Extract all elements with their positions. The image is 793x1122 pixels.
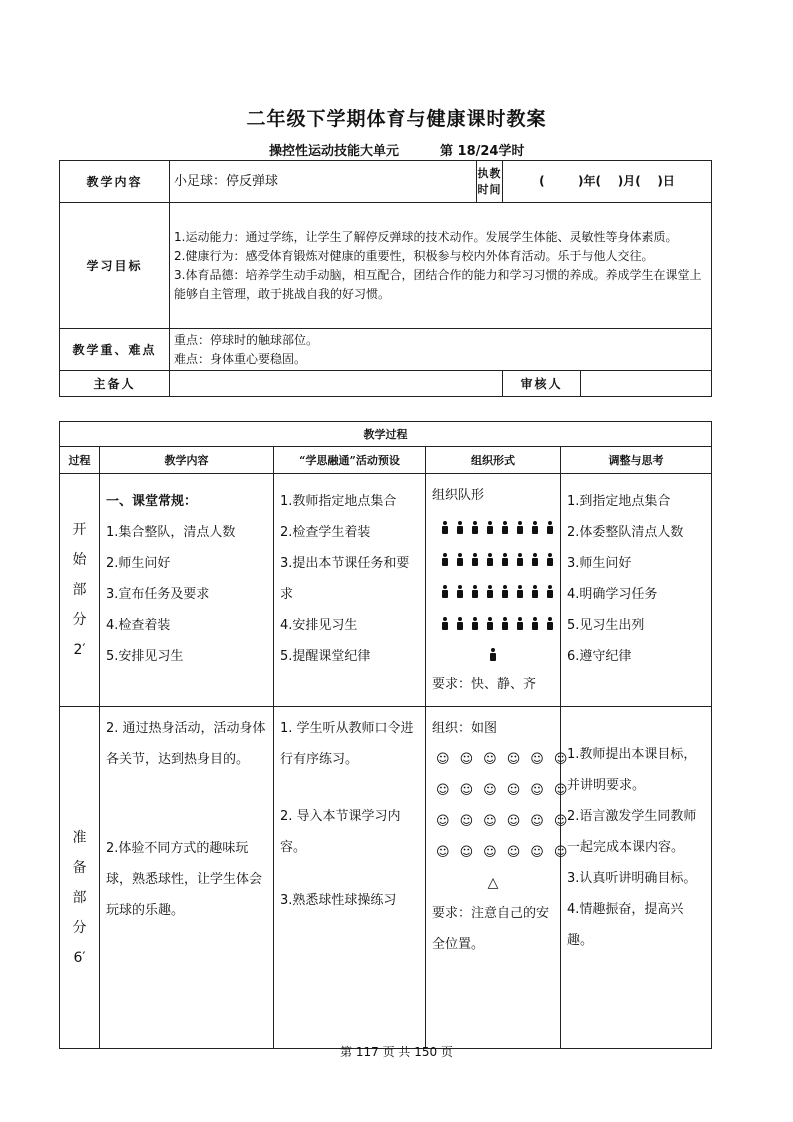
student-icon — [502, 617, 508, 630]
student-row — [432, 511, 554, 543]
list-item: 3.熟悉球性球操练习 — [280, 893, 397, 908]
org-label: 组织队形 — [432, 488, 485, 503]
student-icon: ☺ — [530, 752, 544, 767]
list-item: 2.检查学生着装 — [280, 525, 371, 540]
student-icon — [487, 585, 493, 598]
org-label: 组织：如图 — [432, 721, 498, 736]
list-item: 1.到指定地点集合 — [567, 494, 671, 509]
teacher-triangle-icon: △ — [487, 875, 499, 891]
student-row — [432, 744, 568, 775]
page-footer: 第 117 页 共 150 页 — [340, 1045, 453, 1059]
preparer-label: 主备人 — [60, 371, 170, 397]
student-icon — [502, 585, 508, 598]
lesson-number: 第 18/24学时 — [440, 144, 525, 159]
org-requirement: 要求：注意自己的安全位置。 — [432, 906, 550, 952]
goals-label: 学习目标 — [60, 203, 170, 329]
student-icon — [502, 553, 508, 566]
student-row — [432, 543, 554, 575]
student-icon: ☺ — [436, 752, 450, 767]
start-adjust — [561, 474, 712, 707]
teacher-icon — [490, 648, 496, 661]
student-icon — [442, 553, 448, 566]
student-icon — [547, 521, 553, 534]
exec-time-value: ( )年( )月( )日 — [503, 161, 712, 203]
student-icon: ☺ — [553, 783, 568, 798]
preparer-value — [170, 371, 503, 397]
list-item: 2. 通过热身活动，活动身体各关节，达到热身目的。 — [106, 721, 266, 767]
keypoint: 重点：停球时的触球部位。 — [174, 332, 319, 347]
list-item: 1.集合整队，清点人数 — [106, 525, 236, 540]
student-row — [432, 575, 554, 607]
student-icon: ☺ — [483, 814, 497, 829]
student-icon — [442, 585, 448, 598]
student-icon: ☺ — [530, 814, 544, 829]
list-item: 3.提出本节课任务和要求 — [280, 556, 410, 602]
list-item: 1. 学生听从教师口令进行有序练习。 — [280, 721, 414, 767]
list-item: 6.遵守纪律 — [567, 649, 632, 664]
student-row — [432, 775, 568, 806]
student-icon — [547, 585, 553, 598]
student-icon — [457, 521, 463, 534]
student-icon: ☺ — [483, 845, 497, 860]
list-item: 2.语言激发学生同教师一起完成本课内容。 — [567, 809, 697, 855]
student-row — [432, 806, 568, 837]
student-icon — [472, 585, 478, 598]
list-item: 2.体验不同方式的趣味玩球，熟悉球性，让学生体会玩球的乐趣。 — [106, 841, 263, 918]
goal-item: 3.体育品德：培养学生动手动脑，相互配合，团结合作的能力和学习习惯的养成。养成学生在课堂上能够自主管理，敢于挑战自我的好习惯。 — [174, 267, 702, 301]
student-icon: ☺ — [483, 752, 497, 767]
list-item: 5.安排见习生 — [106, 649, 184, 664]
student-icon — [502, 521, 508, 534]
stage-start: 开 始 部 分 2′ — [60, 474, 100, 707]
student-icon: ☺ — [459, 783, 474, 798]
student-icon — [532, 553, 538, 566]
list-item: 2.体委整队清点人数 — [567, 525, 684, 540]
document-title: 二年级下学期体育与健康课时教案 — [246, 108, 547, 130]
student-icon: ☺ — [530, 783, 544, 798]
list-item: 一、课堂常规： — [106, 494, 198, 509]
header-organization: 组织形式 — [426, 447, 561, 474]
student-icon: ☺ — [436, 845, 450, 860]
list-item: 3.宣布任务及要求 — [106, 587, 210, 602]
content-value: 小足球：停反弹球 — [170, 161, 477, 203]
list-item: 3.师生问好 — [567, 556, 632, 571]
start-activity — [274, 474, 426, 707]
exec-time-label: 执教时间 — [477, 161, 503, 203]
student-icon: ☺ — [530, 845, 544, 860]
keypoints-label: 教学重、难点 — [60, 329, 170, 371]
student-icon: ☺ — [459, 814, 474, 829]
list-item: 4.安排见习生 — [280, 618, 358, 633]
student-icon — [472, 553, 478, 566]
lesson-info-table — [59, 160, 712, 397]
student-icon — [547, 553, 553, 566]
list-item: 4.明确学习任务 — [567, 587, 658, 602]
student-icon: ☺ — [506, 783, 521, 798]
prep-adjust — [561, 707, 712, 1049]
student-icon — [472, 617, 478, 630]
student-icon: ☺ — [436, 814, 450, 829]
teacher-row — [432, 639, 554, 669]
header-adjust: 调整与思考 — [561, 447, 712, 474]
header-activity: “学思融通”活动预设 — [274, 447, 426, 474]
process-table — [59, 421, 712, 1049]
org-requirement: 要求：快、静、齐 — [432, 677, 537, 692]
student-icon — [472, 521, 478, 534]
student-icon: ☺ — [436, 783, 450, 798]
reviewer-value — [581, 371, 712, 397]
unit-name: 操控性运动技能大单元 — [269, 144, 400, 159]
student-icon — [442, 521, 448, 534]
student-icon: ☺ — [483, 783, 497, 798]
list-item: 2. 导入本节课学习内容。 — [280, 809, 401, 855]
prep-organization — [426, 707, 568, 1049]
content-label: 教学内容 — [60, 161, 170, 203]
student-icon — [457, 585, 463, 598]
student-icon — [517, 553, 523, 566]
keypoints-cell — [170, 329, 712, 371]
student-row — [432, 607, 554, 639]
process-title: 教学过程 — [60, 422, 712, 447]
list-item: 4.情趣振奋，提高兴趣。 — [567, 902, 684, 948]
header-content: 教学内容 — [100, 447, 274, 474]
start-content — [100, 474, 274, 707]
student-icon: ☺ — [553, 845, 568, 860]
student-icon — [517, 617, 523, 630]
student-icon — [487, 617, 493, 630]
list-item: 5.提醒课堂纪律 — [280, 649, 371, 664]
prep-content — [100, 707, 274, 1049]
student-icon — [487, 521, 493, 534]
student-icon — [517, 585, 523, 598]
student-icon: ☺ — [459, 752, 474, 767]
start-organization — [426, 474, 561, 707]
goal-item: 2.健康行为：感受体育锻炼对健康的重要性，积极参与校内外体育活动。乐于与他人交往。 — [174, 248, 654, 263]
student-icon — [532, 521, 538, 534]
student-icon: ☺ — [459, 845, 474, 860]
student-icon: ☺ — [553, 814, 568, 829]
student-icon — [532, 585, 538, 598]
student-icon — [487, 553, 493, 566]
student-icon: ☺ — [506, 845, 521, 860]
list-item: 5.见习生出列 — [567, 618, 645, 633]
student-row — [432, 837, 568, 868]
list-item: 3.认真听讲明确目标。 — [567, 871, 697, 886]
student-icon — [517, 521, 523, 534]
student-icon: ☺ — [506, 814, 521, 829]
stage-prep: 准 备 部 分 6′ — [60, 707, 100, 1049]
student-icon — [532, 617, 538, 630]
student-icon: ☺ — [553, 752, 568, 767]
list-item: 1.教师指定地点集合 — [280, 494, 397, 509]
list-item: 1.教师提出本课目标，并讲明要求。 — [567, 747, 697, 793]
student-icon — [442, 617, 448, 630]
student-icon: ☺ — [506, 752, 521, 767]
student-icon — [457, 553, 463, 566]
difficulty: 难点：身体重心要稳固。 — [174, 351, 307, 366]
goal-item: 1.运动能力：通过学练，让学生了解停反弹球的技术动作。发展学生体能、灵敏性等身体素质。 — [174, 229, 678, 244]
list-item: 2.师生问好 — [106, 556, 171, 571]
student-icon — [547, 617, 553, 630]
list-item: 4.检查着装 — [106, 618, 171, 633]
goals-cell — [170, 203, 712, 329]
prep-activity — [274, 707, 426, 1049]
header-stage: 过程 — [60, 447, 100, 474]
student-icon — [457, 617, 463, 630]
reviewer-label: 审核人 — [503, 371, 581, 397]
